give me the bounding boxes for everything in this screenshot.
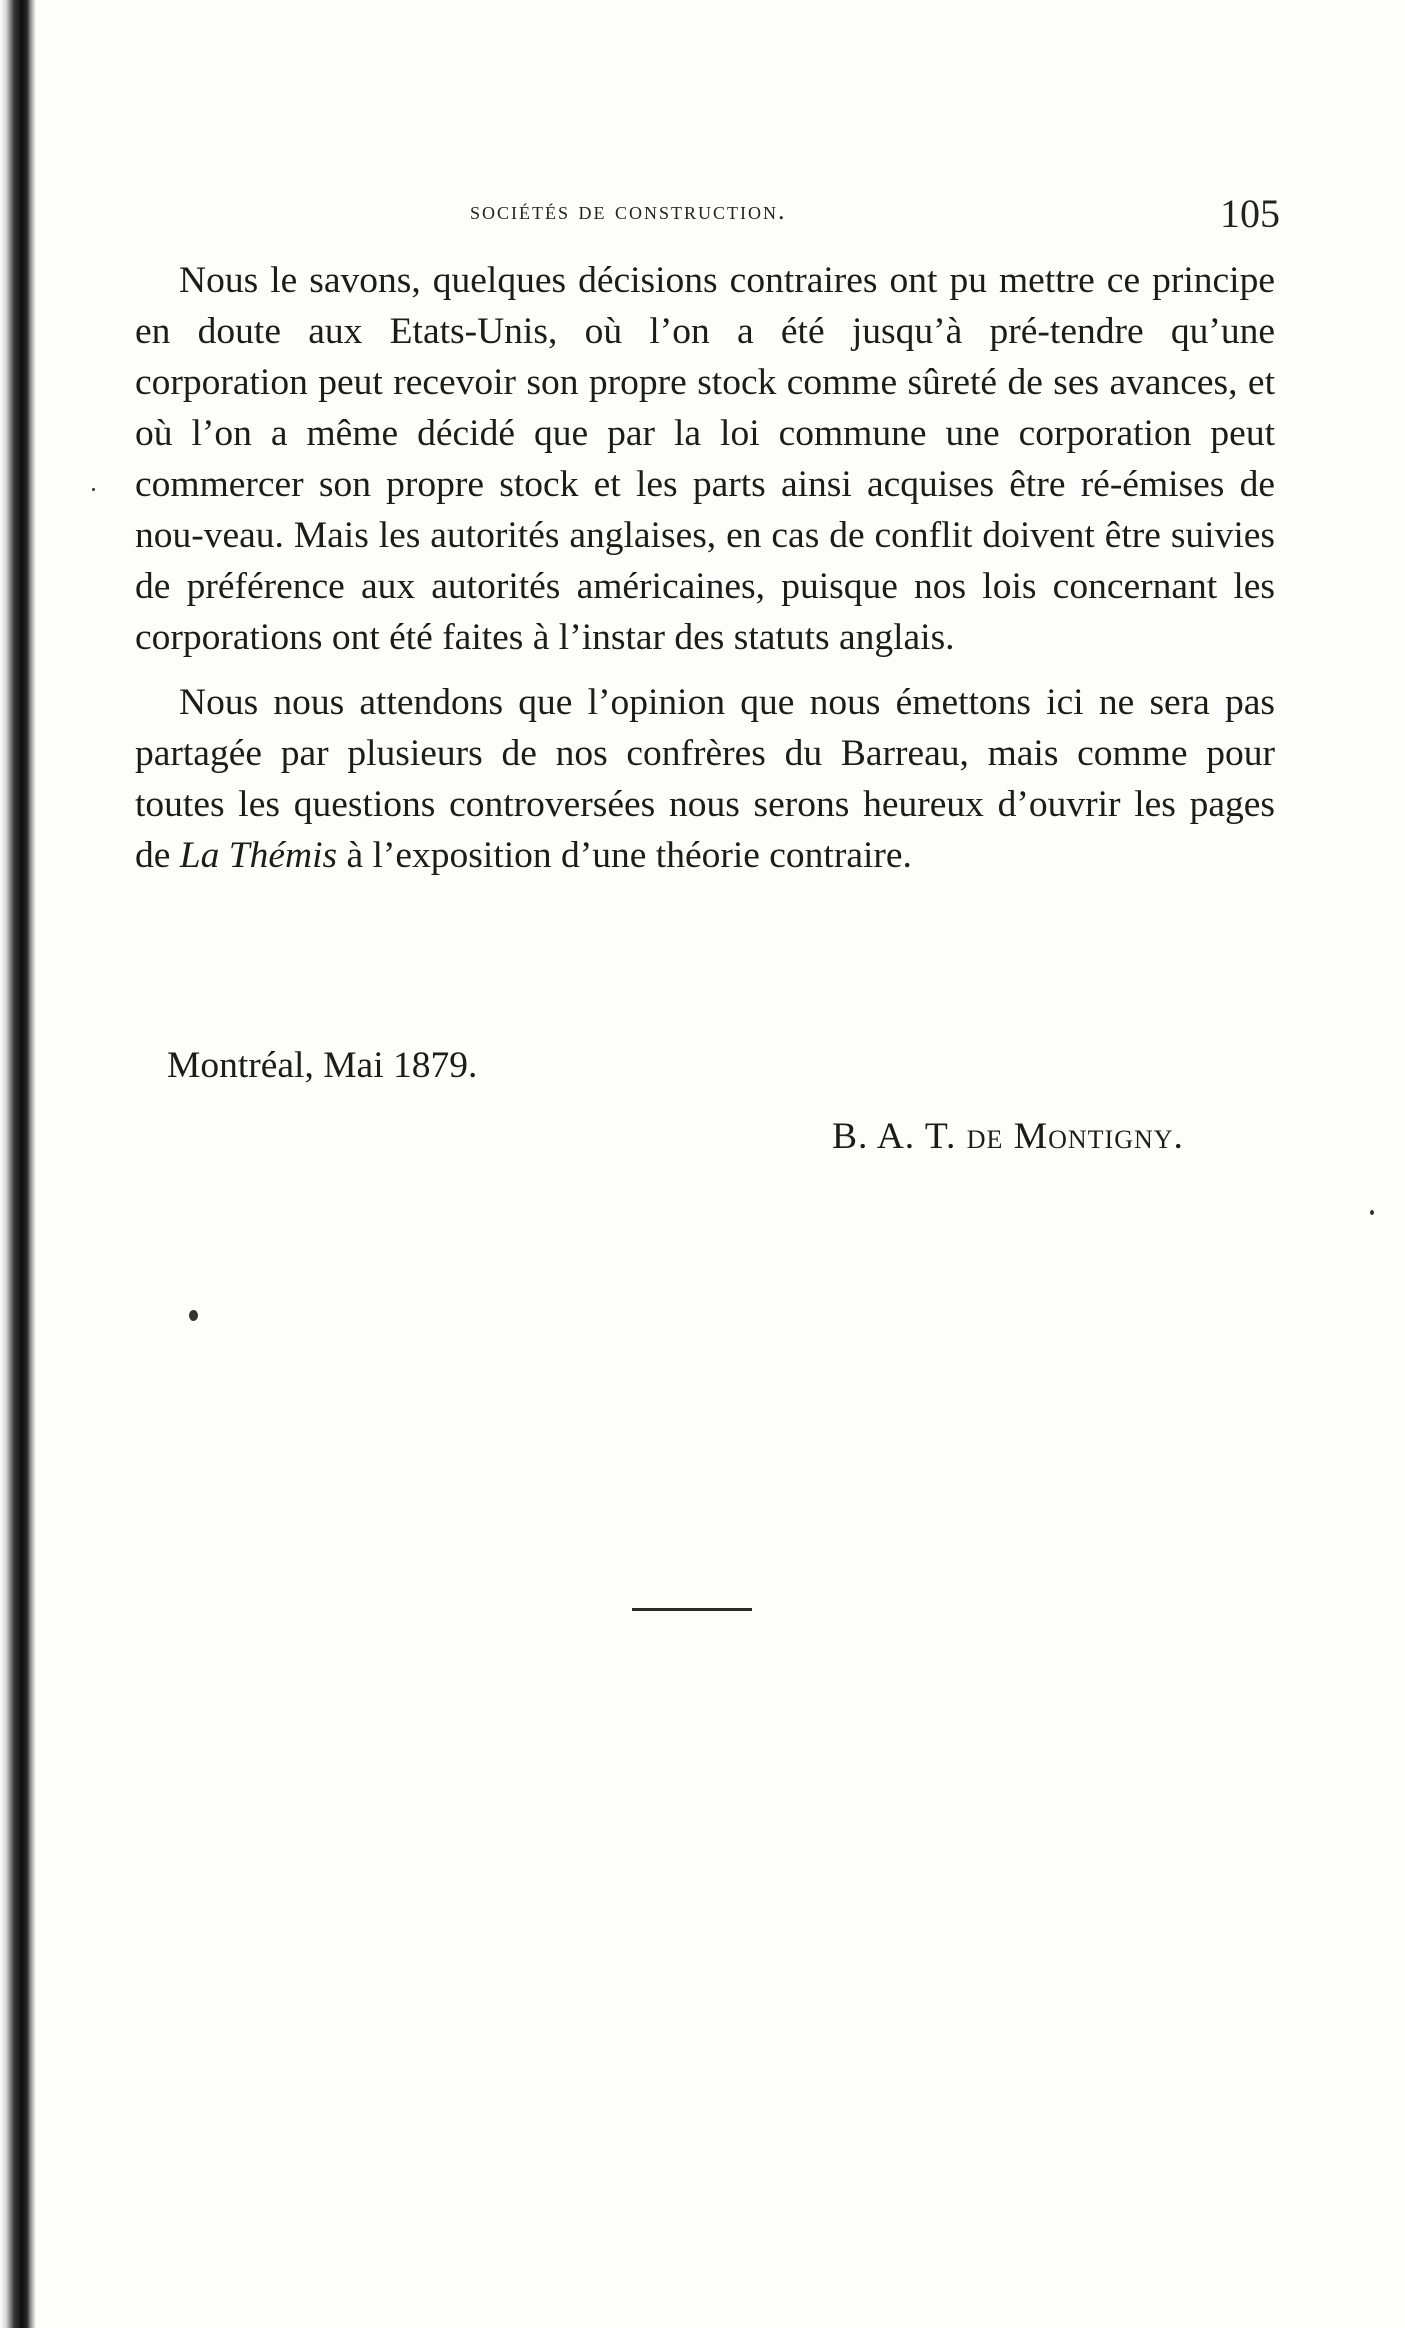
page-number: 105 bbox=[1220, 191, 1280, 236]
body-text bbox=[135, 255, 1275, 881]
ink-speck bbox=[92, 488, 95, 491]
place-date: Montréal, Mai 1879. bbox=[167, 1045, 478, 1086]
journal-title: La Thémis bbox=[179, 835, 338, 876]
binding-edge bbox=[0, 0, 36, 2328]
signature-name: de Montigny. bbox=[966, 1116, 1184, 1157]
paragraph-2 bbox=[135, 677, 1275, 881]
signature-initials: B. A. T. bbox=[832, 1116, 957, 1157]
paragraph-1-text: Nous le savons, quelques décisions contraires ont pu mettre ce principe en doute aux Etats-Unis, où l’on a été jusqu’à pré-tendre qu’une corporation peut recevoir son propre stock comme sûreté de ses avances, et où l’on a même décidé que par la loi commune une corporation peut commercer son propre stock et les parts ainsi acquises être ré-émises de nou-veau. Mais les autorités anglaises, en cas de conflit doivent être suivies de préférence aux autorités américaines, puisque nos lois concernant les corporations ont été faites à l’instar des statuts anglais. bbox=[135, 260, 1275, 658]
paragraph-2-text-end: à l’exposition d’une théorie contraire. bbox=[337, 835, 912, 876]
paragraph-1 bbox=[135, 255, 1275, 663]
running-head bbox=[130, 190, 1280, 250]
running-title: sociétés de construction. bbox=[470, 196, 787, 225]
ink-speck bbox=[189, 1310, 198, 1321]
ink-speck bbox=[1370, 1210, 1374, 1215]
end-rule bbox=[632, 1608, 752, 1611]
paragraph-2-text: Nous nous attendons que l’opinion que nous émettons ici ne sera pas partagée par plusieurs de nos confrères du Barreau, mais comme pour toutes les questions controversées nous serons heureux d’ouvrir les pages de bbox=[135, 682, 1275, 876]
signature bbox=[832, 1115, 1184, 1158]
